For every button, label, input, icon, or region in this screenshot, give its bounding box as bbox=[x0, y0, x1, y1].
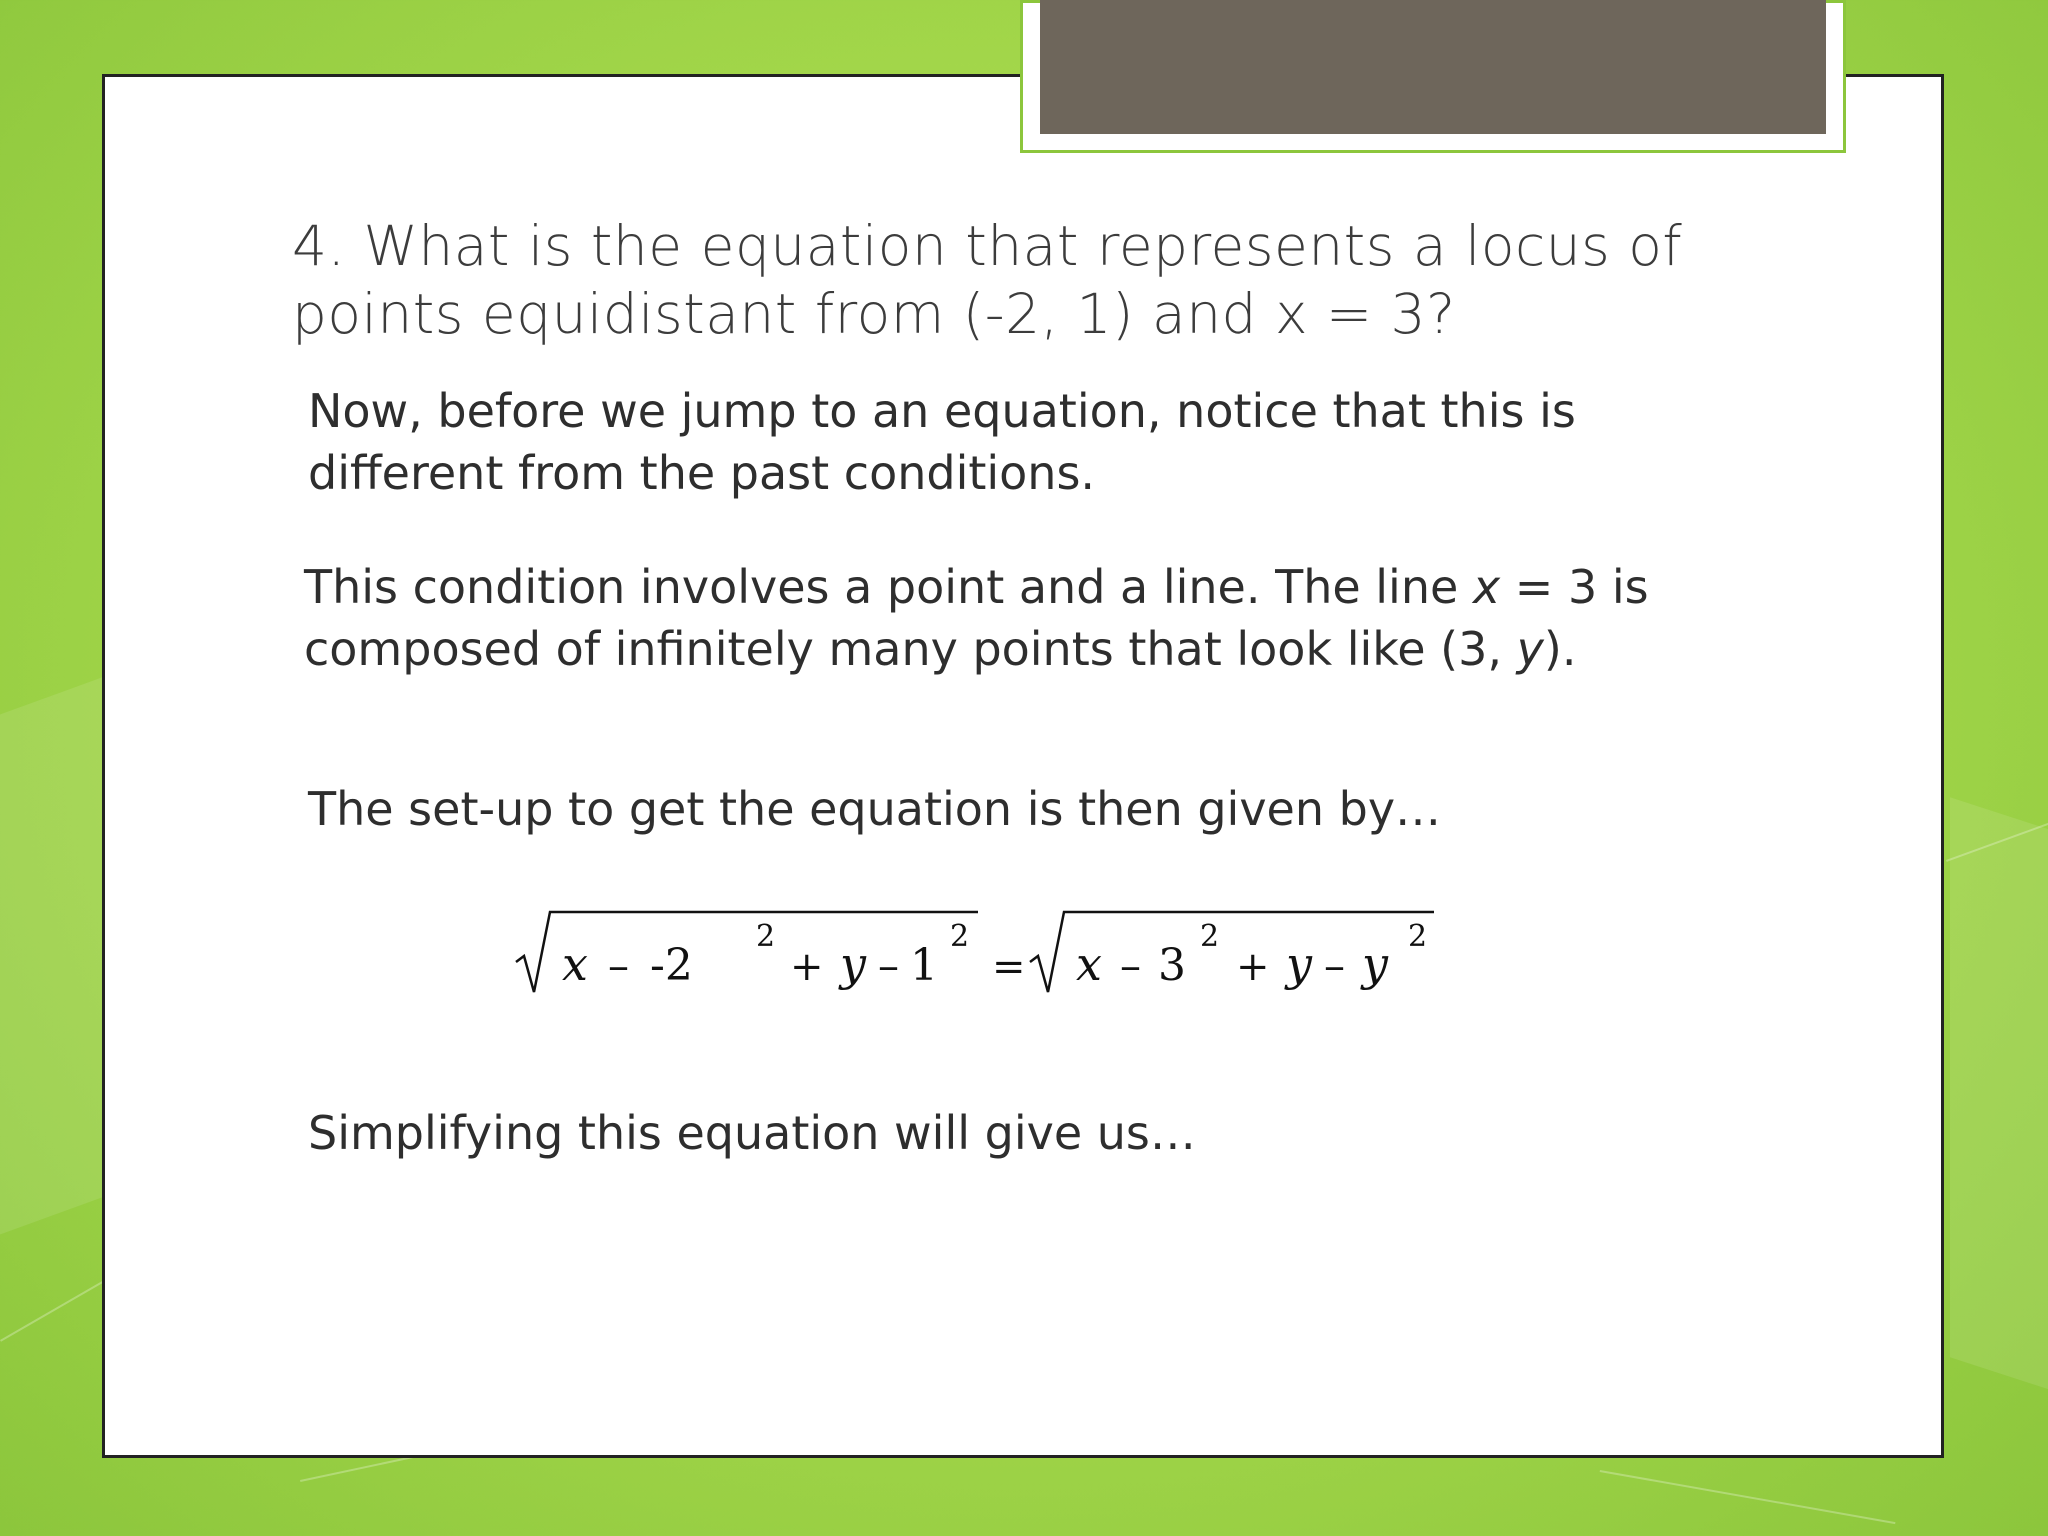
eq-left-exp2: 2 bbox=[950, 919, 970, 954]
eq-right-minus2: – bbox=[1324, 941, 1345, 990]
eq-left-minus2: – bbox=[878, 941, 899, 990]
paragraph-condition bbox=[304, 556, 1649, 680]
paragraph-notice-line-2: different from the past conditions. bbox=[308, 446, 1096, 500]
eq-equals: = bbox=[992, 944, 1026, 990]
eq-right-plus: + bbox=[1236, 944, 1270, 990]
eq-left-minus: – bbox=[608, 941, 629, 990]
eq-right-exp2: 2 bbox=[1408, 919, 1428, 954]
distance-equation bbox=[510, 900, 1450, 1010]
eq-left-exp1: 2 bbox=[756, 919, 776, 954]
title-placeholder bbox=[1040, 0, 1826, 134]
variable-y: y bbox=[1516, 622, 1544, 676]
paragraph-condition-text: = 3 is bbox=[1500, 560, 1649, 614]
eq-right-y: y bbox=[1286, 937, 1312, 991]
eq-right-three: 3 bbox=[1158, 940, 1186, 991]
question-line-2: points equidistant from (-2, 1) and x = 3? bbox=[292, 282, 1456, 346]
paragraph-condition-line-1 bbox=[304, 556, 1649, 618]
eq-left-y: y bbox=[840, 937, 866, 991]
paragraph-condition-line-2 bbox=[304, 618, 1649, 680]
eq-right-y2: y bbox=[1362, 937, 1388, 991]
question-text bbox=[292, 212, 1752, 348]
paragraph-condition-text: composed of infinitely many points that look like (3, bbox=[304, 622, 1517, 676]
eq-left-x: x bbox=[562, 937, 588, 991]
paragraph-condition-text: ). bbox=[1543, 622, 1577, 676]
eq-right-minus: – bbox=[1120, 941, 1141, 990]
variable-x: x bbox=[1472, 560, 1501, 614]
eq-left-plus: + bbox=[790, 944, 824, 990]
background-hexagon-right bbox=[1950, 797, 2048, 1402]
question-line-1: 4. What is the equation that represents a locus of bbox=[292, 214, 1683, 278]
eq-right-exp1: 2 bbox=[1200, 919, 1220, 954]
paragraph-condition-text: This condition involves a point and a line. The line bbox=[304, 560, 1473, 614]
paragraph-setup: The set-up to get the equation is then given by… bbox=[308, 782, 1442, 836]
background-line bbox=[1600, 1470, 1896, 1524]
eq-left-one: 1 bbox=[910, 940, 938, 991]
paragraph-simplify: Simplifying this equation will give us… bbox=[308, 1106, 1196, 1160]
paragraph-notice-line-1: Now, before we jump to an equation, notice that this is bbox=[308, 384, 1576, 438]
paragraph-notice bbox=[308, 380, 1576, 504]
eq-left-neg2: -2 bbox=[650, 940, 693, 991]
eq-right-x: x bbox=[1076, 937, 1102, 991]
